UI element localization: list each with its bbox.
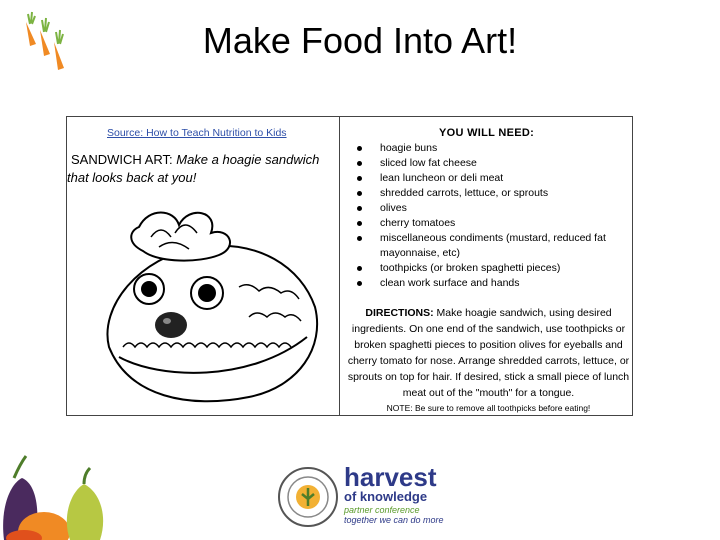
source-link[interactable]: Source: How to Teach Nutrition to Kids [107,127,287,139]
carrots-icon [18,8,74,78]
vegetables-illustration [0,448,120,540]
list-item: toothpicks (or broken spaghetti pieces) [353,261,628,276]
heading-italic: Make a hoagie sandwich that looks back at you! [67,152,320,185]
column-divider [339,117,340,415]
logo-slogan: together we can do more [344,515,444,525]
supplies-list [353,141,628,291]
seal-icon [276,466,340,528]
logo-subtitle: of knowledge [344,489,428,504]
list-item: cherry tomatoes [353,216,628,231]
directions [347,305,630,414]
directions-text: Make hoagie sandwich, using desired ingredients. On one end of the sandwich, use toothpicks or broken spaghetti pieces to position olives for eyeballs and cherry tomato for nose. Arrange shredded carrots, lettuce, or sprouts on top for hair. If desired, stick a small piece of lunch meat out of the "mouth" for a tongue. [347,307,630,399]
sandwich-heading [67,151,337,187]
safety-note: NOTE: Be sure to remove all toothpicks before eating! [386,403,591,413]
list-item: hoagie buns [353,141,628,156]
need-title: YOU WILL NEED: [439,127,535,139]
logo-tagline: partner conference [344,505,420,515]
list-item: shredded carrots, lettuce, or sprouts [353,186,628,201]
heading-lead: SANDWICH ART: [71,152,173,167]
logo-title: harvest [344,462,437,492]
list-item: miscellaneous condiments (mustard, reduced fat mayonnaise, etc) [353,231,628,261]
page-title: Make Food Into Art! [202,20,518,61]
directions-label: DIRECTIONS: [365,307,434,319]
sandwich-illustration [79,197,329,409]
conference-logo [276,462,466,532]
list-item: lean luncheon or deli meat [353,171,628,186]
list-item: clean work surface and hands [353,276,628,291]
list-item: sliced low fat cheese [353,156,628,171]
activity-card [66,116,633,416]
list-item: olives [353,201,628,216]
